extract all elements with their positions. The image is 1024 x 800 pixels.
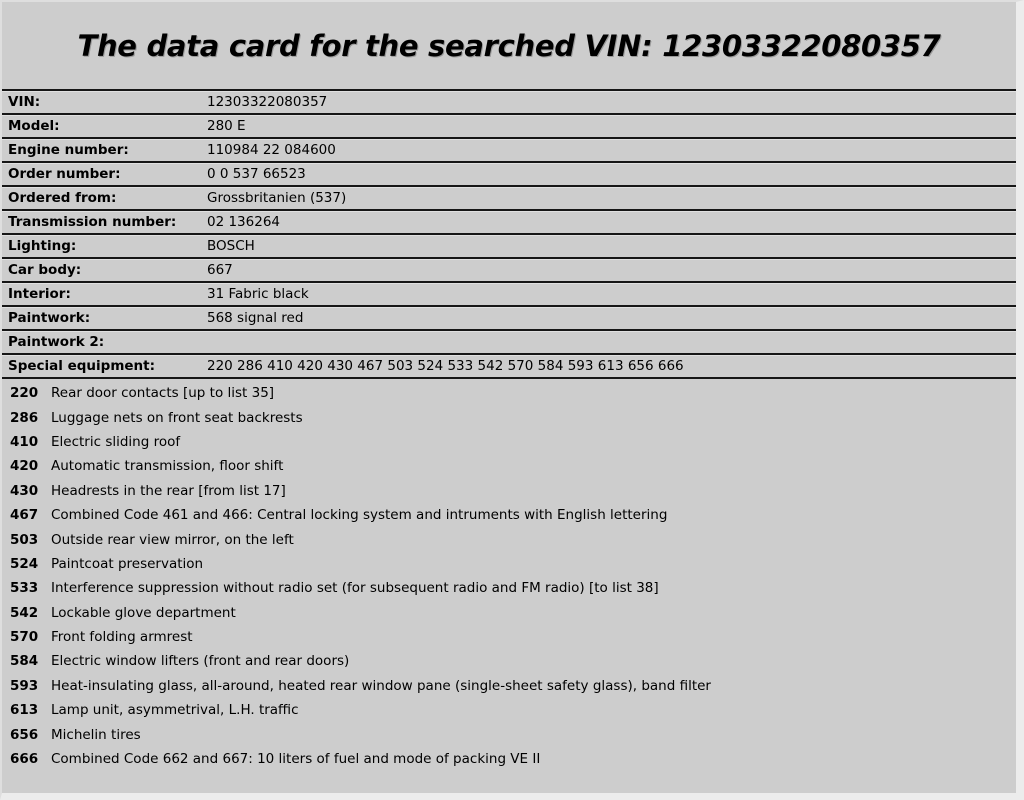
equipment-code: 410: [10, 433, 39, 450]
detail-value: 12303322080357: [207, 94, 328, 110]
detail-value: 0 0 537 66523: [207, 166, 306, 182]
list-item: [2, 747, 1016, 771]
list-item: [2, 527, 1016, 551]
table-row: [2, 185, 1016, 209]
list-item: [2, 625, 1016, 649]
equipment-code: 467: [10, 507, 39, 524]
equipment-description: Front folding armrest: [51, 629, 193, 646]
table-row: [2, 161, 1016, 185]
detail-label: Interior:: [8, 286, 71, 302]
equipment-description: Michelin tires: [51, 726, 141, 743]
equipment-description: Electric window lifters (front and rear doors): [51, 653, 350, 670]
equipment-description: Lamp unit, asymmetrival, L.H. traffic: [51, 702, 299, 719]
detail-label: Engine number:: [8, 142, 129, 158]
equipment-code: 420: [10, 458, 39, 475]
list-item: [2, 674, 1016, 698]
table-row: [2, 353, 1016, 377]
equipment-code: 503: [10, 531, 39, 548]
detail-label: Paintwork:: [8, 310, 91, 326]
detail-value: 31 Fabric black: [207, 286, 309, 302]
equipment-description: Combined Code 461 and 466: Central locking system and intruments with English lettering: [51, 507, 668, 524]
detail-value: 02 136264: [207, 214, 281, 230]
detail-value: BOSCH: [207, 238, 255, 254]
list-item: [2, 503, 1016, 527]
equipment-description: Luggage nets on front seat backrests: [51, 409, 303, 426]
equipment-code: 584: [10, 653, 39, 670]
detail-label: Lighting:: [8, 238, 77, 254]
equipment-code: 220: [10, 385, 39, 402]
detail-label: VIN:: [8, 94, 41, 110]
equipment-code: 666: [10, 751, 39, 768]
table-row: [2, 209, 1016, 233]
equipment-code: 656: [10, 726, 39, 743]
detail-value: Grossbritanien (537): [207, 190, 347, 206]
table-row: [2, 281, 1016, 305]
equipment-description: Headrests in the rear [from list 17]: [51, 482, 286, 499]
equipment-description: Lockable glove department: [51, 604, 236, 621]
list-item: [2, 601, 1016, 625]
table-row: [2, 113, 1016, 137]
special-equipment-list: [2, 379, 1016, 771]
detail-value: 667: [207, 262, 233, 278]
list-item: [2, 454, 1016, 478]
equipment-code: 524: [10, 555, 39, 572]
equipment-description: Automatic transmission, floor shift: [51, 458, 284, 475]
detail-label: Ordered from:: [8, 190, 117, 206]
table-row: [2, 89, 1016, 113]
detail-value: 110984 22 084600: [207, 142, 336, 158]
detail-label: Order number:: [8, 166, 121, 182]
table-row: [2, 233, 1016, 257]
equipment-code: 430: [10, 482, 39, 499]
list-item: [2, 576, 1016, 600]
detail-label: Transmission number:: [8, 214, 177, 230]
list-item: [2, 405, 1016, 429]
detail-label: Car body:: [8, 262, 82, 278]
list-item: [2, 552, 1016, 576]
equipment-code: 570: [10, 629, 39, 646]
vehicle-details-table: [2, 89, 1016, 379]
table-row: [2, 137, 1016, 161]
equipment-code: 286: [10, 409, 39, 426]
list-item: [2, 381, 1016, 405]
list-item: [2, 649, 1016, 673]
equipment-description: Outside rear view mirror, on the left: [51, 531, 294, 548]
equipment-description: Rear door contacts [up to list 35]: [51, 385, 275, 402]
table-row: [2, 257, 1016, 281]
title-bar: [2, 2, 1016, 89]
equipment-code: 613: [10, 702, 39, 719]
list-item: [2, 698, 1016, 722]
equipment-code: 533: [10, 580, 39, 597]
equipment-description: Interference suppression without radio set (for subsequent radio and FM radio) [to list 38]: [51, 580, 659, 597]
equipment-description: Heat-insulating glass, all-around, heated rear window pane (single-sheet safety glass), band filter: [51, 677, 711, 694]
table-row: [2, 329, 1016, 353]
list-item: [2, 479, 1016, 503]
page-title: The data card for the searched VIN: 12303322080357: [77, 28, 941, 63]
equipment-description: Electric sliding roof: [51, 433, 181, 450]
equipment-code: 542: [10, 604, 39, 621]
list-item: [2, 430, 1016, 454]
detail-value: 568 signal red: [207, 310, 304, 326]
equipment-description: Paintcoat preservation: [51, 555, 204, 572]
table-row: [2, 305, 1016, 329]
list-item: [2, 722, 1016, 746]
detail-value: 280 E: [207, 118, 246, 134]
detail-value: 220 286 410 420 430 467 503 524 533 542 570 584 593 613 656 666: [207, 358, 684, 374]
detail-label: Model:: [8, 118, 60, 134]
detail-label: Paintwork 2:: [8, 334, 105, 350]
equipment-code: 593: [10, 677, 39, 694]
equipment-description: Combined Code 662 and 667: 10 liters of fuel and mode of packing VE II: [51, 751, 541, 768]
detail-label: Special equipment:: [8, 358, 156, 374]
